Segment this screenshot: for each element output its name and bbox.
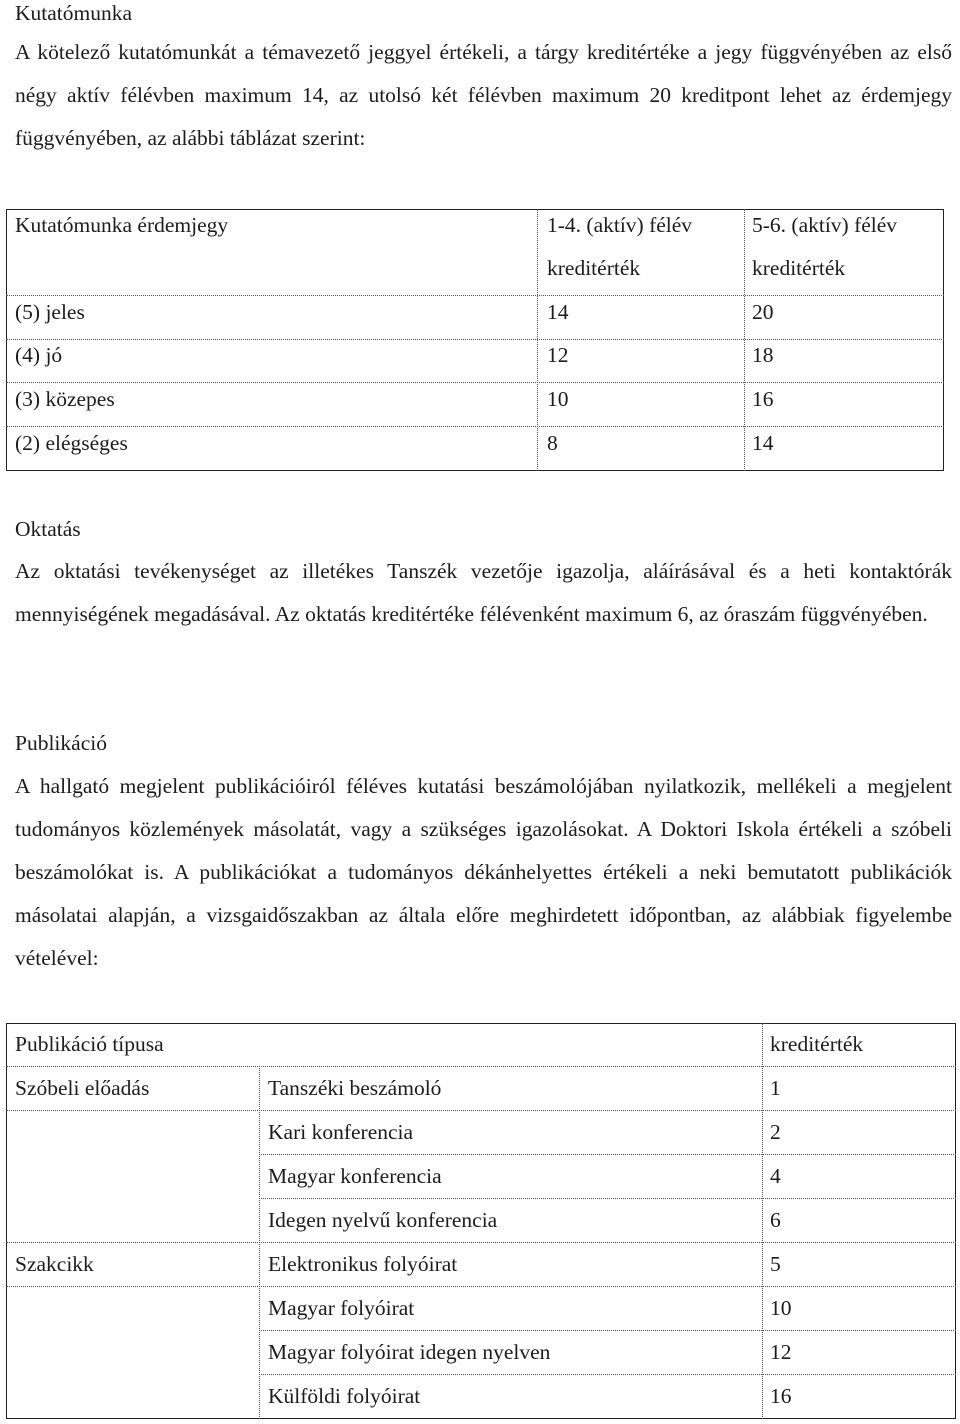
table1-row-credit-5-6: 18 (752, 343, 774, 367)
table2-credit: 10 (770, 1296, 792, 1320)
table2-credit: 4 (770, 1164, 781, 1188)
paragraph-kutatomunka: A kötelező kutatómunkát a témavezető jeggyel értékeli, a tárgy kreditértéke a jegy függvényében az első négy aktív félévben maximum 14, az utolsó két félévben maximum 20 kreditpont lehet az érdemjegy függvényében, az alábbi táblázat szerint: (15, 40, 952, 150)
section-heading-oktatas: Oktatás (15, 517, 81, 541)
kutatomunka-credit-table (6, 209, 944, 471)
table1-row-credit-5-6: 20 (752, 300, 774, 324)
table1-row-credit-1-4: 14 (547, 300, 569, 324)
table2-credit: 12 (770, 1340, 792, 1364)
table2-subtype: Külföldi folyóirat (268, 1384, 421, 1408)
publication-credit-table (6, 1023, 956, 1419)
table2-subtype: Magyar konferencia (268, 1164, 442, 1188)
table1-row-grade: (4) jó (15, 343, 63, 367)
table2-subtype: Magyar folyóirat (268, 1296, 415, 1320)
table2-credit: 5 (770, 1252, 781, 1276)
section-heading-publikacio: Publikáció (15, 731, 107, 755)
table1-header-grade: Kutatómunka érdemjegy (15, 213, 229, 237)
paragraph-publikacio: A hallgató megjelent publikációiról féléves kutatási beszámolójában nyilatkozik, mellékeli a megjelent tudományos közlemények másolatát, vagy a szükséges igazolásokat. A Doktori Iskola értékeli a szóbeli beszámolókat is. A publikációkat a tudományos dékánhelyettes értékeli a neki bemutatott publikációk másolatai alapján, a vizsgaidőszakban az általa előre meghirdetett időpontban, az alábbiak figyelembe vételével: (15, 774, 952, 970)
paragraph-oktatas: Az oktatási tevékenységet az illetékes Tanszék vezetője igazolja, aláírásával és a heti kontaktórák mennyiségének megadásával. Az oktatás kreditértéke félévenként maximum 6, az óraszám függvényében. (15, 559, 952, 626)
table2-credit: 2 (770, 1120, 781, 1144)
table1-row-credit-5-6: 16 (752, 387, 774, 411)
table2-subtype: Elektronikus folyóirat (268, 1252, 458, 1276)
table1-row-grade: (2) elégséges (15, 431, 128, 455)
table2-credit: 16 (770, 1384, 792, 1408)
table1-row-grade: (5) jeles (15, 300, 85, 324)
table2-credit: 6 (770, 1208, 781, 1232)
table1-row-credit-1-4: 12 (547, 343, 569, 367)
table1-header-credit-1-4: 1-4. (aktív) félév kreditérték (547, 213, 693, 280)
table2-header-credit: kreditérték (770, 1032, 864, 1056)
section-heading-kutatomunka: Kutatómunka (15, 1, 133, 25)
table1-header-credit-5-6: 5-6. (aktív) félév kreditérték (752, 213, 898, 280)
table2-header-type: Publikáció típusa (15, 1032, 164, 1056)
table1-row-credit-1-4: 10 (547, 387, 569, 411)
table2-credit: 1 (770, 1076, 781, 1100)
table2-subtype: Kari konferencia (268, 1120, 414, 1144)
table2-subtype: Idegen nyelvű konferencia (268, 1208, 498, 1232)
table2-category: Szakcikk (15, 1252, 94, 1276)
table2-subtype: Tanszéki beszámoló (268, 1076, 442, 1100)
table1-row-grade: (3) közepes (15, 387, 115, 411)
table2-category: Szóbeli előadás (15, 1076, 150, 1100)
table1-row-credit-1-4: 8 (547, 431, 558, 455)
table2-subtype: Magyar folyóirat idegen nyelven (268, 1340, 551, 1364)
table1-row-credit-5-6: 14 (752, 431, 774, 455)
